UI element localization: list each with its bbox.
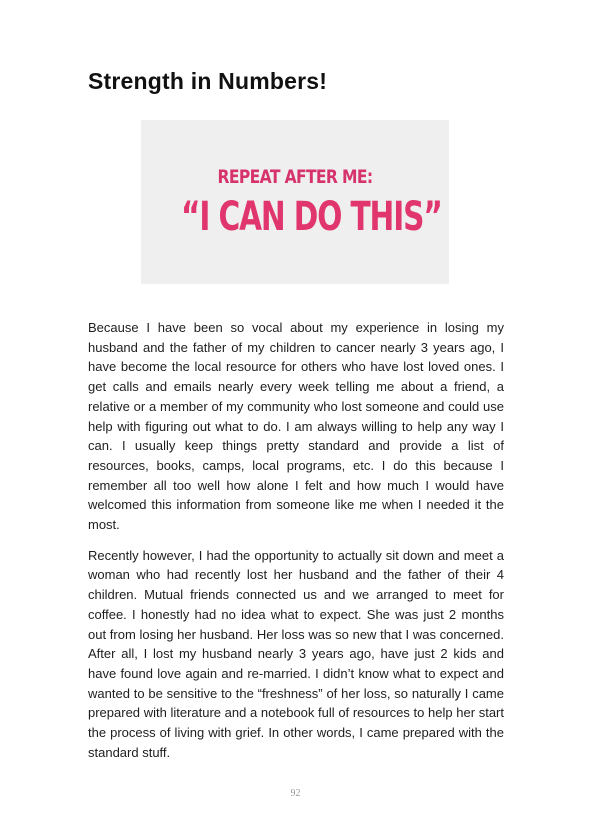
paragraph-1: Because I have been so vocal about my experience in losing my husband and the father of my children to cancer nearly 3 years ago, I have become the local resource for others who have lost loved ones. I get calls and emails nearly every week telling me about a friend, a relative or a member of my community who lost someone and could use help with figuring out what to do. I am always willing to help any way I can. I usually keep things pretty standard and provide a list of resources, books, camps, local programs, etc. I do this because I remember all too well how alone I felt and how much I would have welcomed this information from someone like me when I needed it the most. — [88, 320, 504, 533]
quote-lead-text: REPEAT AFTER ME: — [217, 166, 373, 188]
paragraph-2: Recently however, I had the opportunity to actually sit down and meet a woman who had recently lost her husband and the father of their 4 children. Mutual friends connected us and we arranged to meet for coffee. I honestly had no idea what to expect. She was just 2 months out from losing her husband. Her loss was so new that I was concerned. After all, I lost my husband nearly 3 years ago, have just 2 kids and have found love again and re-married. I didn’t know what to expect and wanted to be sensitive to the “freshness” of her loss, so naturally I came prepared with literature and a notebook full of resources to help her start the process of living with grief. In other words, I came prepared with the standard stuff. — [88, 547, 504, 760]
quote-main-text: “I CAN DO THIS” — [181, 194, 442, 240]
page-title: Strength in Numbers! — [88, 68, 328, 94]
page-number: 92 — [290, 788, 301, 799]
quote-graphic — [141, 120, 449, 284]
body-text — [88, 318, 504, 773]
